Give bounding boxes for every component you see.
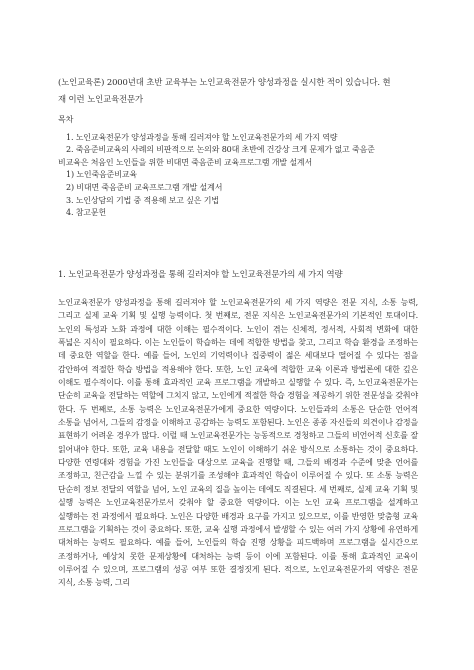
table-of-contents xyxy=(58,114,418,220)
section-body: 노인교육전문가 양성과정을 통해 길러져야 할 노인교육전문가의 세 가지 역량은 전문 지식, 소통 능력, 그리고 실제 교육 기획 및 실행 능력이다. 첫 번째로, 전문 지식은 노인교육전문가의 기본적인 토대이다. 노인의 특성과 노화 과정에 대한 이해는 필수적이다. 노인이 겪는 신체적, 정서적, 사회적 변화에 대한 폭넓은 지식이 필요하다. 이는 노인들이 학습하는 데에 적합한 방법을 찾고, 그리고 학습 환경을 조정하는 데 중요한 역할을 한다. 예를 들어, 노인의 기억력이나 집중력이 젊은 세대보다 떨어질 수 있다는 점을 감안하여 적절한 학습 방법을 적용해야 한다. 또한, 노인 교육에 적합한 교육 이론과 방법론에 대한 깊은 이해도 필수적이다. 이를 통해 효과적인 교육 프로그램을 개발하고 실행할 수 있다. 즉, 노인교육전문가는 단순히 교육을 전달하는 역할에 그치지 않고, 노인에게 적절한 학습 경험을 제공하기 위한 전문성을 갖춰야 한다. 두 번째로, 소통 능력은 노인교육전문가에게 중요한 역량이다. 노인들과의 소통은 단순한 언어적 소통을 넘어서, 그들의 감정을 이해하고 공감하는 능력도 포함된다. 노인은 종종 자신들의 의견이나 감정을 표현하기 어려운 경우가 많다. 이럴 때 노인교육전문가는 능동적으로 경청하고 그들의 비언어적 신호를 잘 읽어내야 한다. 또한, 교육 내용을 전달할 때도 노인이 이해하기 쉬운 방식으로 소통하는 것이 중요하다. 다양한 연령대와 경험을 가진 노인들을 대상으로 교육을 진행할 때, 그들의 배경과 수준에 맞춘 언어를 조정하고, 친근감을 느낄 수 있는 분위기를 조성해야 효과적인 학습이 이루어질 수 있다. 또 소통 능력은 단순히 정보 전달의 역할을 넘어, 노인 교육의 질을 높이는 데에도 직결된다. 세 번째로, 실제 교육 기획 및 실행 능력은 노인교육전문가로서 갖춰야 할 중요한 역량이다. 이는 노인 교육 프로그램을 설계하고 실행하는 전 과정에서 필요하다. 노인은 다양한 배경과 요구를 가지고 있으므로, 이를 반영한 맞춤형 교육 프로그램을 기획하는 것이 중요하다. 또한, 교육 실행 과정에서 발생할 수 있는 여러 가지 상황에 유연하게 대처하는 능력도 필요하다. 예를 들어, 노인들의 학습 진행 상황을 피드백하며 프로그램을 실시간으로 조정하거나, 예상치 못한 문제상황에 대처하는 능력 등이 이에 포함된다. 이를 통해 효과적인 교육이 이루어질 수 있으며, 프로그램의 성공 여부 또한 결정짓게 된다. 적으로, 노인교육전문가의 역량은 전문 지식, 소통 능력, 그리 xyxy=(58,298,418,588)
toc-item: 비교육은 처음인 노인들을 위한 비대면 죽음준비 교육프로그램 개발 설계서 xyxy=(58,157,313,167)
toc-item: 2) 비대면 죽음준비 교육프로그램 개발 설계서 xyxy=(66,182,223,192)
toc-item: 1. 노인교육전문가 양성과정을 통해 길러져야 할 노인교육전문가의 세 가지 역량 xyxy=(66,132,338,142)
toc-item: 4. 참고문헌 xyxy=(66,208,107,218)
intro-line: 재 이런 노인교육전문가 xyxy=(58,94,144,104)
toc-item: 1) 노인죽음준비교육 xyxy=(66,170,137,180)
toc-heading: 목차 xyxy=(58,115,74,124)
toc-item: 2. 죽음준비교육의 사례의 비판적으로 논의와 80대 초반에 건강상 크게 문제가 없고 죽음준 xyxy=(66,145,375,155)
intro-line: (노인교육론) 2000년대 초반 교육부는 노인교육전문가 양성과정을 실시한 적이 있습니다. 현 xyxy=(58,77,391,87)
toc-item: 3. 노인상담의 기법 중 적용해 보고 싶은 기법 xyxy=(66,195,219,205)
intro-paragraph xyxy=(58,74,418,108)
section-title: 1. 노인교육전문가 양성과정을 통해 길러져야 할 노인교육전문가의 세 가지 역량 xyxy=(58,269,343,279)
section-1 xyxy=(58,268,418,590)
